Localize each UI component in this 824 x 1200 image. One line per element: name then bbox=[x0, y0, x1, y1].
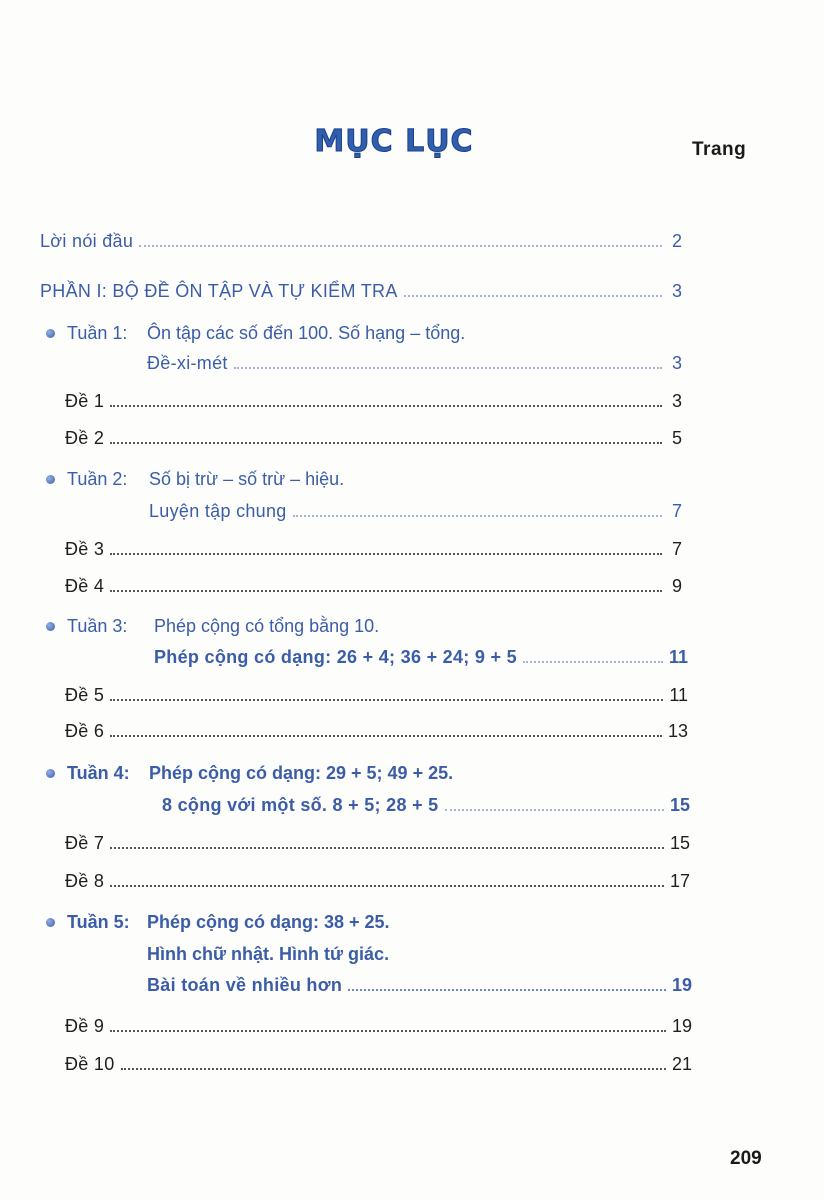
bullet-icon bbox=[46, 918, 55, 927]
dot-leader bbox=[110, 552, 662, 555]
dot-leader bbox=[234, 366, 662, 369]
toc-entry-page: 7 bbox=[671, 539, 682, 559]
toc-week-4[interactable] bbox=[44, 756, 130, 784]
toc-entry-label: Đề 10 bbox=[65, 1054, 115, 1074]
toc-entry-page: 3 bbox=[671, 391, 682, 411]
toc-entry-label: Lời nói đầu bbox=[40, 231, 134, 251]
week-label: Tuần 3: bbox=[67, 616, 128, 636]
toc-entry-label: Đề 6 bbox=[65, 721, 105, 741]
page-number: 209 bbox=[730, 1148, 762, 1169]
toc-entry-page: 15 bbox=[669, 833, 690, 853]
bullet-icon bbox=[46, 475, 55, 484]
toc-week-5[interactable] bbox=[44, 905, 130, 933]
toc-entry-label: Đề 5 bbox=[65, 685, 105, 705]
dot-leader bbox=[110, 441, 662, 444]
toc-entry-label: Luyện tập chung bbox=[149, 501, 287, 521]
week-label: Tuần 1: bbox=[67, 323, 128, 343]
toc-entry-page: 11 bbox=[669, 685, 688, 705]
toc-entry-de3[interactable] bbox=[65, 532, 682, 560]
toc-entry-page: 5 bbox=[671, 428, 682, 448]
toc-entry-label: Đề 3 bbox=[65, 539, 105, 559]
dot-leader bbox=[523, 660, 663, 663]
toc-entry-part1[interactable] bbox=[40, 274, 682, 302]
toc-entry-week1-topic[interactable] bbox=[147, 346, 682, 374]
toc-entry-label: Đề 9 bbox=[65, 1016, 105, 1036]
week-label: Tuần 2: bbox=[67, 469, 128, 489]
toc-entry-preface[interactable] bbox=[40, 224, 682, 252]
bullet-icon bbox=[46, 769, 55, 778]
toc-entry-label: Đề 1 bbox=[65, 391, 105, 411]
week-label: Tuần 5: bbox=[67, 912, 130, 932]
toc-entry-week5-topic[interactable] bbox=[147, 968, 692, 996]
dot-leader bbox=[293, 514, 662, 517]
toc-entry-de7[interactable] bbox=[65, 826, 690, 854]
toc-entry-page: 13 bbox=[667, 721, 688, 741]
toc-entry-de5[interactable] bbox=[65, 678, 688, 706]
week-1-topic-line1: Ôn tập các số đến 100. Số hạng – tổng. bbox=[147, 323, 466, 343]
page-title: MỤC LỤC bbox=[314, 124, 474, 159]
week-4-topic-line1: Phép cộng có dạng: 29 + 5; 49 + 25. bbox=[149, 763, 454, 783]
toc-week-1[interactable] bbox=[44, 316, 127, 344]
toc-entry-label: Đề-xi-mét bbox=[147, 353, 228, 373]
week-label: Tuần 4: bbox=[67, 763, 130, 783]
toc-entry-page: 21 bbox=[671, 1054, 692, 1074]
toc-entry-page: 11 bbox=[668, 647, 688, 667]
toc-entry-label: Đề 8 bbox=[65, 871, 105, 891]
toc-entry-page: 17 bbox=[669, 871, 690, 891]
toc-entry-de9[interactable] bbox=[65, 1009, 692, 1037]
toc-entry-label: Đề 2 bbox=[65, 428, 105, 448]
week-5-topic-line2: Hình chữ nhật. Hình tứ giác. bbox=[147, 944, 390, 964]
bullet-icon bbox=[46, 622, 55, 631]
toc-entry-week2-topic[interactable] bbox=[149, 494, 682, 522]
toc-entry-label: PHẦN I: BỘ ĐỀ ÔN TẬP VÀ TỰ KIỂM TRA bbox=[40, 281, 398, 301]
page-column-label: Trang bbox=[692, 139, 747, 160]
dot-leader bbox=[110, 846, 664, 849]
toc-entry-de1[interactable] bbox=[65, 384, 682, 412]
dot-leader bbox=[110, 698, 663, 701]
week-2-topic-line1: Số bị trừ – số trừ – hiệu. bbox=[149, 469, 345, 489]
toc-entry-page: 19 bbox=[671, 975, 692, 995]
toc-entry-page: 3 bbox=[671, 281, 682, 301]
dot-leader bbox=[404, 294, 662, 297]
toc-entry-page: 19 bbox=[671, 1016, 692, 1036]
toc-entry-de4[interactable] bbox=[65, 569, 682, 597]
week-5-topic-line1: Phép cộng có dạng: 38 + 25. bbox=[147, 912, 390, 932]
toc-entry-week3-topic[interactable] bbox=[154, 640, 688, 668]
toc-week-2[interactable] bbox=[44, 462, 127, 490]
toc-week-3[interactable] bbox=[44, 609, 127, 637]
toc-entry-page: 15 bbox=[669, 795, 690, 815]
dot-leader bbox=[445, 808, 664, 811]
toc-entry-week4-topic[interactable] bbox=[162, 788, 690, 816]
dot-leader bbox=[121, 1067, 666, 1070]
toc-entry-label: Phép cộng có dạng: 26 + 4; 36 + 24; 9 + 5 bbox=[154, 647, 517, 667]
toc-entry-page: 3 bbox=[671, 353, 682, 373]
toc-entry-page: 2 bbox=[671, 231, 682, 251]
bullet-icon bbox=[46, 329, 55, 338]
toc-entry-de8[interactable] bbox=[65, 864, 690, 892]
toc-entry-page: 7 bbox=[671, 501, 682, 521]
toc-entry-de2[interactable] bbox=[65, 421, 682, 449]
toc-entry-de6[interactable] bbox=[65, 714, 688, 742]
toc-entry-label: Đề 4 bbox=[65, 576, 105, 596]
toc-entry-page: 9 bbox=[671, 576, 682, 596]
toc-entry-label: 8 cộng với một số. 8 + 5; 28 + 5 bbox=[162, 795, 439, 815]
dot-leader bbox=[110, 1029, 666, 1032]
toc-entry-label: Đề 7 bbox=[65, 833, 105, 853]
toc-entry-de10[interactable] bbox=[65, 1047, 692, 1075]
week-3-topic-line1: Phép cộng có tổng bằng 10. bbox=[154, 616, 380, 636]
dot-leader bbox=[348, 988, 666, 991]
toc-entry-label: Bài toán về nhiều hơn bbox=[147, 975, 343, 995]
dot-leader bbox=[110, 734, 662, 737]
dot-leader bbox=[110, 884, 664, 887]
dot-leader bbox=[139, 244, 662, 247]
dot-leader bbox=[110, 404, 662, 407]
dot-leader bbox=[110, 589, 662, 592]
